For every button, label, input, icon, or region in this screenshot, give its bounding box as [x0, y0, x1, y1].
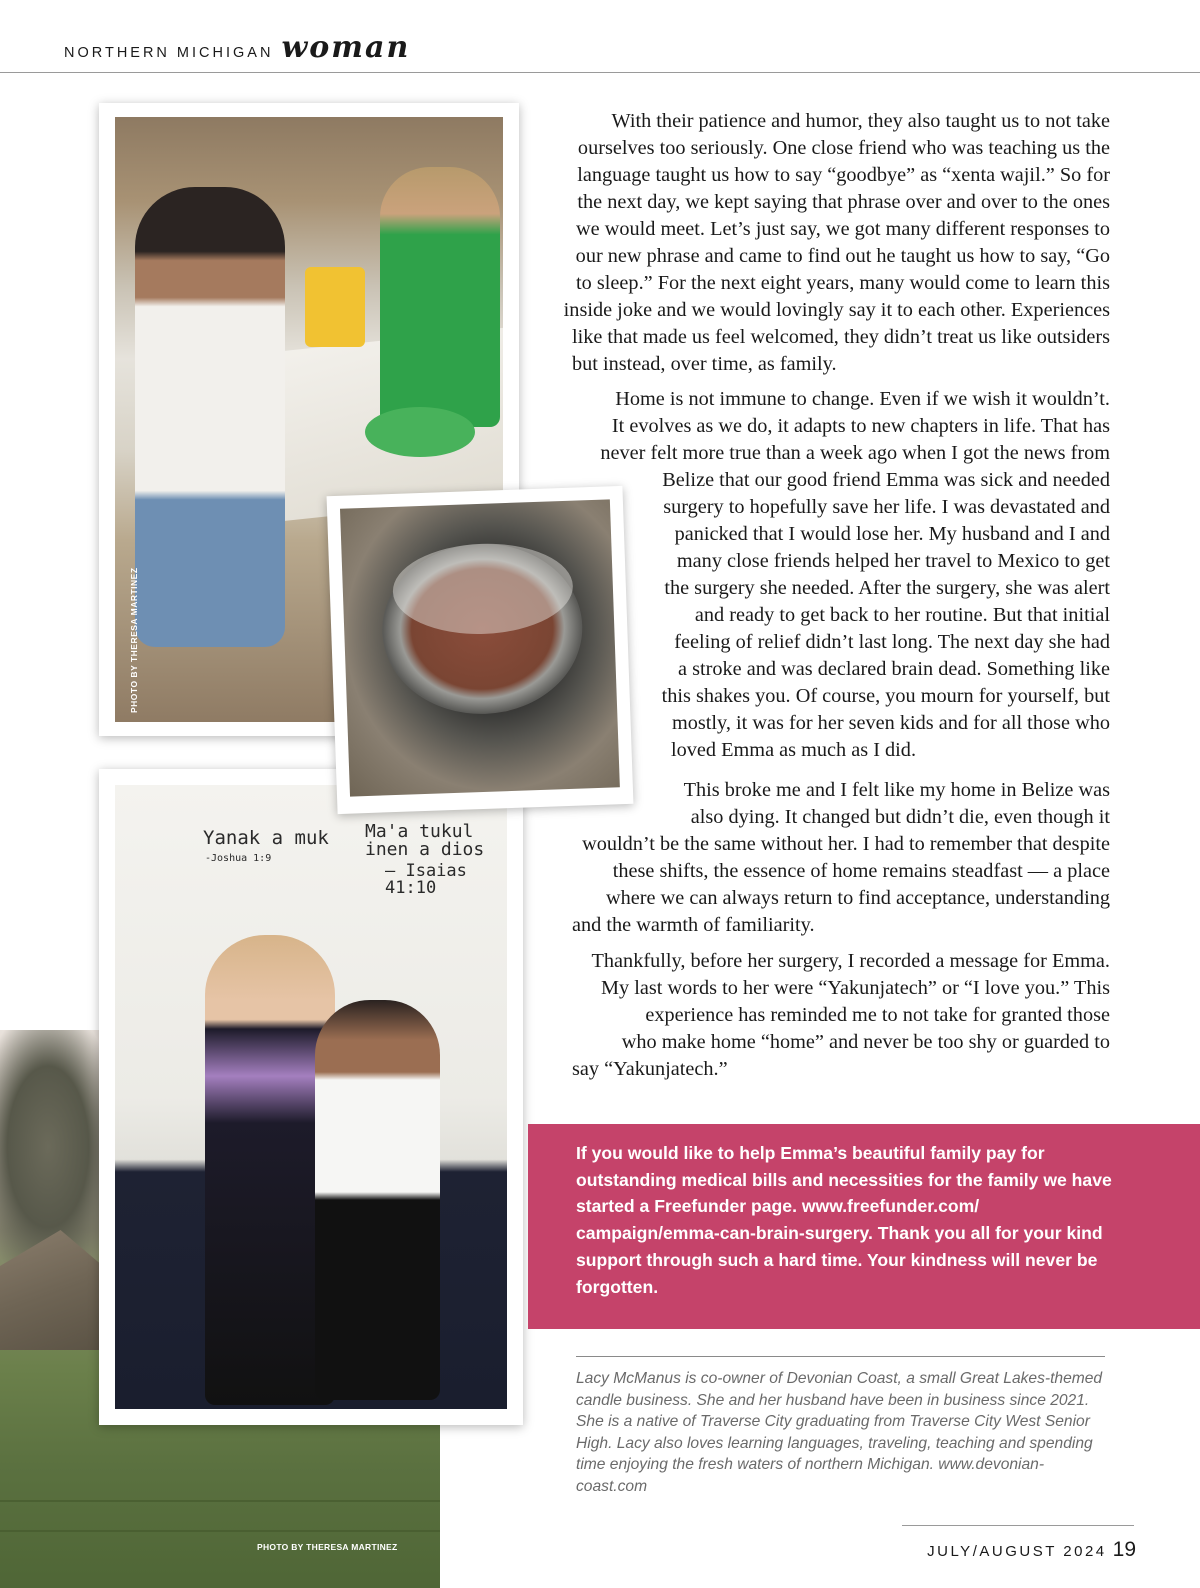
photo-cooking-pot [340, 499, 620, 796]
text-line: like that made us feel welcomed, they didn’t treat us like outsiders [571, 326, 1110, 348]
text-line: we would meet. Let’s just say, we got many different responses to [576, 218, 1110, 240]
wall-sign-left-text: Yanak a muk [203, 827, 329, 849]
text-line: Home is not immune to change. Even if we wish it wouldn’t. [615, 388, 1110, 410]
photo-kitchen-woman-right [380, 167, 500, 427]
photo-credit-vertical: PHOTO BY THERESA MARTINEZ [129, 567, 139, 713]
bio-divider [576, 1356, 1105, 1357]
text-line: Thankfully, before her surgery, I recorded a message for Emma. [591, 950, 1110, 972]
photo-two-women [115, 785, 507, 1409]
text-line: Belize that our good friend Emma was sick and needed [662, 469, 1110, 491]
text-line: these shifts, the essence of home remains steadfast — a place [612, 860, 1110, 882]
wall-sign-left-ref: -Joshua 1:9 [205, 853, 272, 864]
photo-kitchen-woman-left [135, 187, 285, 647]
text-line: where we can always return to find acceptance, understanding [606, 887, 1110, 909]
fundraiser-callout-text: If you would like to help Emma’s beautiful family pay for outstanding medical bills and necessities for the family we have started a Freefunder page. www.freefunder.com/ campaign/emma-can-brain-surgery. Thank you all for your kind support through such a hard time. Your kindness will never be forgotten. [576, 1143, 1112, 1297]
footer-rule [902, 1525, 1134, 1526]
text-line: and the warmth of familiarity. [572, 914, 815, 936]
text-line: mostly, it was for her seven kids and for all those who [671, 712, 1110, 734]
text-line: the next day, we kept saying that phrase over and over to the ones [577, 191, 1110, 213]
wall-sign-right-ref: – Isaias 41:10 [385, 861, 467, 898]
photo-credit-bottom: PHOTO BY THERESA MARTINEZ [257, 1542, 398, 1552]
publication-script-word: woman [281, 30, 411, 65]
field-fence-line [0, 1500, 440, 1502]
photo-kitchen-green-bowl [365, 407, 475, 457]
page-number: 19 [1112, 1538, 1136, 1561]
field-fence-line [0, 1530, 440, 1532]
photo-two-women-frame [99, 769, 523, 1425]
wall-sign-right [365, 823, 507, 897]
issue-date: JULY/AUGUST 2024 [927, 1543, 1107, 1560]
text-line: also dying. It changed but didn’t die, even though it [690, 806, 1110, 828]
text-line: say “Yakunjatech.” [572, 1058, 728, 1080]
text-line: panicked that I would lose her. My husband and I and [674, 523, 1110, 545]
text-line: never felt more true than a week ago when I got the news from [600, 442, 1110, 464]
page-footer [927, 1538, 1136, 1562]
wall-sign-left [203, 829, 329, 864]
text-line: wouldn’t be the same without her. I had to remember that despite [582, 833, 1110, 855]
text-line: My last words to her were “Yakunjatech” or “I love you.” This [601, 977, 1110, 999]
text-line: to sleep.” For the next eight years, many would come to learn this [576, 272, 1110, 294]
text-line: who make home “home” and never be too shy or guarded to [621, 1031, 1110, 1053]
text-line: surgery to hopefully save her life. I was devastated and [663, 496, 1110, 518]
text-line: inside joke and we would lovingly say it to each other. Experiences [563, 299, 1110, 321]
text-line: our new phrase and came to find out he taught us how to say, “Go [575, 245, 1110, 267]
text-line: this shakes you. Of course, you mourn for yourself, but [661, 685, 1110, 707]
photo-woman-right [315, 1000, 440, 1400]
text-line: the surgery she needed. After the surgery, she was alert [664, 577, 1110, 599]
text-line: ourselves too seriously. One close friend who was teaching us the [577, 137, 1110, 159]
text-line: loved Emma as much as I did. [671, 739, 917, 761]
text-line: This broke me and I felt like my home in Belize was [683, 779, 1110, 801]
fundraiser-callout-box [528, 1124, 1200, 1329]
text-line: a stroke and was declared brain dead. Something like [678, 658, 1110, 680]
text-line: but instead, over time, as family. [572, 353, 837, 375]
text-line: With their patience and humor, they also taught us to not take [611, 110, 1110, 132]
publication-name: NORTHERN MICHIGAN [64, 45, 274, 61]
text-line: experience has reminded me to not take for granted those [645, 1004, 1110, 1026]
text-line: It evolves as we do, it adapts to new chapters in life. That has [611, 415, 1110, 437]
wall-sign-right-text: Ma'a tukul inen a dios [365, 821, 485, 860]
text-line: many close friends helped her travel to Mexico to get [676, 550, 1110, 572]
text-line: and ready to get back to her routine. But that initial [694, 604, 1110, 626]
photo-kitchen-bucket [305, 267, 365, 347]
header-rule [0, 72, 1200, 73]
author-bio: Lacy McManus is co-owner of Devonian Coast, a small Great Lakes-themed candle business. She and her husband have been in business since 2021. She is a native of Traverse City graduating from Traverse City West Senior High. Lacy also loves learning languages, traveling, teaching and spending time enjoying the fresh waters of northern Michigan. www.devonian-coast.com [576, 1370, 1103, 1495]
photo-cooking-pot-frame [327, 486, 634, 814]
text-line: language taught us how to say “goodbye” as “xenta wajil.” So for [577, 164, 1110, 186]
text-line: feeling of relief didn’t last long. The next day she had [674, 631, 1110, 653]
